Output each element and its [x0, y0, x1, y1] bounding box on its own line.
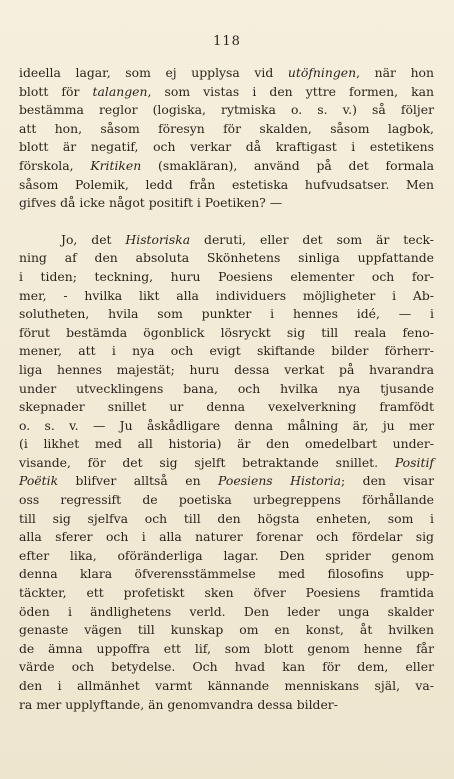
text-run: solutheten, hvila som punkter i hennes idé, — i	[19, 306, 434, 322]
text-line	[19, 435, 434, 454]
italic-text-run: Kritiken	[90, 157, 142, 173]
text-line	[19, 380, 434, 399]
text-line	[19, 231, 434, 250]
text-run: förut bestämda ögonblick lösryckt sig till reala feno-	[19, 324, 434, 340]
text-run: att hon, såsom föresyn för skalden, såsom lagbok,	[19, 120, 434, 136]
text-run: mener, att i nya och evigt skiftande bilder förherr-	[19, 343, 434, 359]
text-run: , som vistas i den yttre formen, kan	[147, 83, 434, 99]
text-line	[19, 324, 434, 343]
text-line	[19, 472, 434, 491]
text-run: de ämna uppoffra ett lif, som blott genom henne får	[19, 640, 434, 656]
text-line	[19, 640, 434, 659]
text-line	[19, 249, 434, 268]
text-line	[19, 510, 434, 529]
text-run: genaste vägen till kunskap om en konst, åt hvilken	[19, 622, 434, 638]
text-run: gifves då icke något positift i Poetiken? —	[19, 195, 283, 211]
text-run: i tiden; teckning, huru Poesiens elementer och for-	[19, 268, 434, 284]
text-line	[19, 417, 434, 436]
paragraph-1	[19, 64, 434, 213]
text-line	[19, 696, 434, 715]
italic-text-run: talangen	[92, 83, 148, 99]
text-run: , när hon	[356, 65, 434, 80]
text-run: liga hennes majestät; huru dessa verkat på hvarandra	[19, 361, 434, 377]
text-line	[19, 287, 434, 306]
text-line	[19, 157, 434, 176]
text-run: o. s. v. — Ju åskådligare denna målning är, ju mer	[19, 417, 434, 433]
text-line	[19, 305, 434, 324]
text-run: förskola,	[19, 157, 91, 173]
text-run: skepnader snillet ur denna vexelverkning framfödt	[19, 399, 434, 415]
text-line	[19, 268, 434, 287]
text-line	[19, 547, 434, 566]
text-line	[19, 454, 434, 473]
text-run: alla sferer och i alla naturer forenar och fördelar sig	[19, 529, 434, 545]
text-line	[19, 603, 434, 622]
text-run: blott är negatif, och verkar då kraftigast i estetikens	[19, 139, 434, 155]
text-line	[19, 398, 434, 417]
italic-text-run: Positif	[394, 454, 434, 470]
body-text	[19, 64, 434, 714]
text-line	[19, 83, 434, 102]
text-line	[19, 621, 434, 640]
text-run: ; den visar	[340, 473, 434, 489]
text-run: ra mer upplyftande, än genomvandra dessa bilder-	[19, 696, 338, 712]
text-run: visande, för det sig sjelft betraktande snillet.	[19, 454, 395, 470]
text-run: mer, - hvilka likt alla individuers möjligheter i Ab-	[19, 287, 434, 303]
text-run: såsom Polemik, ledd från estetiska hufvudsatser. Men	[19, 176, 434, 192]
text-line	[19, 120, 434, 139]
italic-text-run: Historiska	[125, 231, 191, 247]
text-line	[19, 565, 434, 584]
text-line	[19, 361, 434, 380]
text-line	[19, 342, 434, 361]
text-run: bestämma reglor (logiska, rytmiska o. s. v.) så följer	[19, 102, 434, 118]
page-number: 118	[213, 34, 241, 49]
paragraph-2	[19, 231, 434, 714]
text-run: (smakläran), använd på det formala	[141, 157, 434, 173]
text-run: blifver alltså en	[58, 473, 219, 489]
text-run: under utvecklingens bana, och hvilka nya tjusande	[19, 380, 434, 396]
text-run: till sig sjelfva och till den högsta enheten, som i	[19, 510, 434, 526]
text-run: efter lika, oföränderliga lagar. Den sprider genom	[19, 547, 434, 563]
text-line	[19, 64, 434, 83]
text-run: ning af den absoluta Skönhetens sinliga uppfattande	[19, 250, 434, 266]
italic-text-run: Poëtik	[19, 473, 59, 489]
text-run: deruti, eller det som är teck-	[190, 231, 434, 247]
text-run: den i allmänhet varmt kännande menniskans själ, va-	[19, 678, 434, 693]
text-run: Jo, det	[61, 231, 126, 247]
text-run: öden i ändlighetens verld. Den leder unga skalder	[19, 603, 434, 619]
text-run: ideella lagar, som ej upplysa vid	[19, 65, 288, 80]
text-run: denna klara öfverensstämmelse med filosofins upp-	[19, 566, 434, 582]
text-run: blott för	[19, 83, 93, 99]
text-line	[19, 194, 434, 213]
text-line	[19, 658, 434, 677]
italic-text-run: utöfningen	[287, 65, 357, 80]
text-line	[19, 101, 434, 120]
text-run: värde och betydelse. Och hvad kan för dem, eller	[19, 659, 434, 675]
text-run: oss regressift de poetiska urbegreppens förhållande	[19, 492, 434, 508]
italic-text-run: Poesiens Historia	[218, 473, 341, 489]
text-line	[19, 176, 434, 195]
text-line	[19, 584, 434, 603]
text-line	[19, 677, 434, 696]
text-line	[19, 491, 434, 510]
text-run: täckter, ett profetiskt sken öfver Poesiens framtida	[19, 585, 434, 601]
text-run: (i likhet med all historia) är den omedelbart under-	[19, 436, 434, 452]
text-line	[19, 138, 434, 157]
text-line	[19, 528, 434, 547]
